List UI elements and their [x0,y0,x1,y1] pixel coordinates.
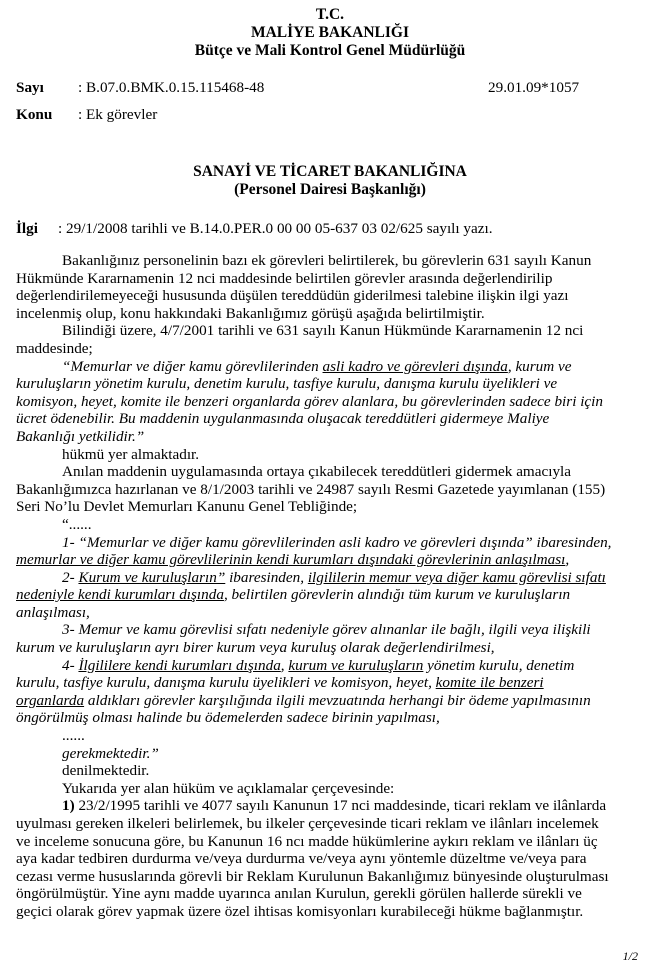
body-line [16,322,642,340]
konu-label: Konu [16,106,53,123]
body-line [16,270,642,288]
header-tc: T.C. [315,6,345,23]
quote1-underlined: asli kadro ve görevleri dışında [322,357,508,375]
item2-line-2 [16,586,642,604]
item2-line-3: anlaşılması, [16,603,90,621]
item2-underlined-2: ilgililerin memur veya diğer kamu görevlisi sıfatı [307,568,606,586]
item4-line2-underlined: komite ile benzeri [435,674,544,692]
item4-line3-text: aldıkları görevler karşılığında ilgili mevzuatında herhangi bir ödeme yapılmasının [84,691,591,709]
item1-line-2 [16,551,642,569]
p3-line-1: Anılan maddenin uygulamasında ortaya çıkabilecek tereddütleri gidermek amacıyla [62,463,572,481]
item2-underlined-1: Kurum ve kuruluşların” [78,568,226,586]
p1-line-3: değerlendirilemeyeceği hususunda düşülen tereddüdün giderilmesi talebine ilişkin ilgi yazı [16,287,569,305]
p4-line-6: öngörülmüştür. Yine aynı madde uyarınca anılan Kurulun, gerekli görülen hallerde sürekli ve [16,885,582,903]
p4-line-2: uyulması gereken ilkeleri belirlemek, bu ilkeler çerçevesinde ticari reklam ve ilânları incelemek [16,815,599,832]
p1-line-4: incelenmiş olup, konu hakkındaki Bakanlığımız görüşü aşağıda belirtilmiştir. [16,304,485,322]
quote1-text-a: “Memurlar ve diğer kamu görevlilerinden [62,357,323,375]
quote1-line-3: komisyon, heyet, komite ile benzeri organlarda görev alanlara, bu görevlerinden sadece biri için [16,392,603,410]
item4-underlined-2: kurum ve kuruluşların [288,656,424,674]
gerekmektedir-line: gerekmektedir.” [62,744,159,762]
item3-line-1: 3- Memur ve kamu görevlisi sıfatı nedeniyle görev alınanlar ile bağlı, ilgili veya ilişkili [62,621,591,639]
quote1-line-4: ücret ödenebilir. Bu maddenin uygulanmasında oluşacak tereddütleri gidermeye Maliye [16,410,550,428]
p3-line-3: Seri No’lu Devlet Memurları Kanunu Genel Tebliğinde; [16,498,358,516]
ellipsis-close: ...... [62,727,85,745]
ellipsis-open: “...... [62,515,92,533]
recipient-title: SANAYİ VE TİCARET BAKANLIĞINA [193,163,467,180]
header-department: Bütçe ve Mali Kontrol Genel Müdürlüğü [194,42,466,59]
document-date: 29.01.09*1057 [488,79,580,96]
yukarida-line: Yukarıda yer alan hüküm ve açıklamalar çerçevesinde: [62,779,395,797]
body-text [16,252,642,921]
p1-line-1: Bakanlığınız personelinin bazı ek görevleri belirtilerek, bu görevlerin 631 sayılı Kanun [62,252,592,269]
quote1-line-5: Bakanlığı yetkilidir.” [16,427,145,445]
item4-comma: , [280,656,289,674]
quote1-text-b: , kurum ve [507,357,572,375]
item4-line-2 [16,674,642,692]
konu-value: : Ek görevler [78,106,158,123]
p4-number: 1) [62,797,75,815]
item2-line-1 [16,569,642,587]
item2-rest: , belirtilen görevlerin alındığı tüm kurum ve kuruluşların [223,586,571,604]
item1-line-1: 1- “Memurlar ve diğer kamu görevlilerinden asli kadro ve görevleri dışında” ibaresinden, [62,533,612,551]
item4-line2-text: kurulu, tasfiye kurulu, danışma kurulu üyelikleri ve komisyon, heyet, [16,674,436,692]
p4-first-text: 23/2/1995 tarihli ve 4077 sayılı Kanunun 17 nci maddesinde, ticari reklam ve ilânlarda [74,797,607,815]
p4-line-4: aya kadar tedbiren durdurma ve/veya durdurma ve/veya aynı yöntemle düzeltme ve/veya para [16,850,587,868]
item1-tail: , [565,551,570,569]
item4-line-1 [16,657,642,675]
p2-line-2: maddesinde; [16,339,93,357]
item4-number: 4- [62,656,79,674]
header-ministry: MALİYE BAKANLIĞI [250,24,410,41]
body-line [16,287,642,305]
quote1-line-2: kuruluşların yönetim kurulu, denetim kurulu, tasfiye kurulu, danışma kurulu üyelikleri ve [16,375,558,393]
denilmektedir-line: denilmektedir. [62,762,150,780]
ilgi-value: : 29/1/2008 tarihli ve B.14.0.PER.0 00 00 05-637 03 02/625 sayılı yazı. [58,220,493,237]
item4-line-3 [16,692,642,710]
quote1-line-1 [16,358,642,376]
item4-rest: yönetim kurulu, denetim [423,656,575,674]
item4-line3-underlined: organlarda [16,691,85,709]
item1-underlined: memurlar ve diğer kamu görevlilerinin kendi kurumları dışındaki görevlerinin anlaşılması [16,551,566,569]
p4-line-1 [16,797,642,815]
p4-line-3: ve inceleme sonucuna göre, bu Kanunun 16 ncı madde hükümlerine aykırı reklam ve ilânları üç [16,832,598,850]
sayi-value: : B.07.0.BMK.0.15.115468-48 [78,79,265,96]
ilgi-label: İlgi [16,220,38,237]
sayi-label: Sayı [16,79,44,96]
p1-line-2: Hükmünde Kararnamenin 12 nci maddesinde belirtilen görevler arasında değerlendirilip [16,269,553,287]
item3-line-2: kurum ve kuruluşların ayrı birer kurum veya kuruluş olarak değerlendirilmesi, [16,639,495,657]
p3-line-2: Bakanlığımızca hazırlanan ve 8/1/2003 tarihli ve 24987 sayılı Resmi Gazetede yayımlanan (155) [16,480,606,498]
p4-line-5: cezası verme hususlarında görevli bir Reklam Kurulunun Bakanlığımız bünyesinde oluşturulması [16,867,609,885]
page-number: 1/2 [622,949,638,963]
item4-line-4: öngörülmüş olması halinde bu ödemelerden sadece birinin yapılması, [16,709,440,727]
item2-underlined-3: nedeniyle kendi kurumları dışında [16,586,224,604]
item4-underlined-1: İlgililere kendi kurumları dışında [78,656,281,674]
recipient-subtitle: (Personel Dairesi Başkanlığı) [234,181,426,198]
p2-line-1: Bilindiği üzere, 4/7/2001 tarihli ve 631 sayılı Kanun Hükmünde Kararnamenin 12 nci [62,322,584,340]
item2-mid: ibaresinden, [225,568,308,586]
p4-line-7: geçici olarak görev yapmak üzere özel ihtisas komisyonları kurabileceği hükme bağlanmıştır. [16,902,584,920]
item2-number: 2- [62,568,79,586]
hukmu-line: hükmü yer almaktadır. [62,445,200,463]
body-line [16,252,642,270]
